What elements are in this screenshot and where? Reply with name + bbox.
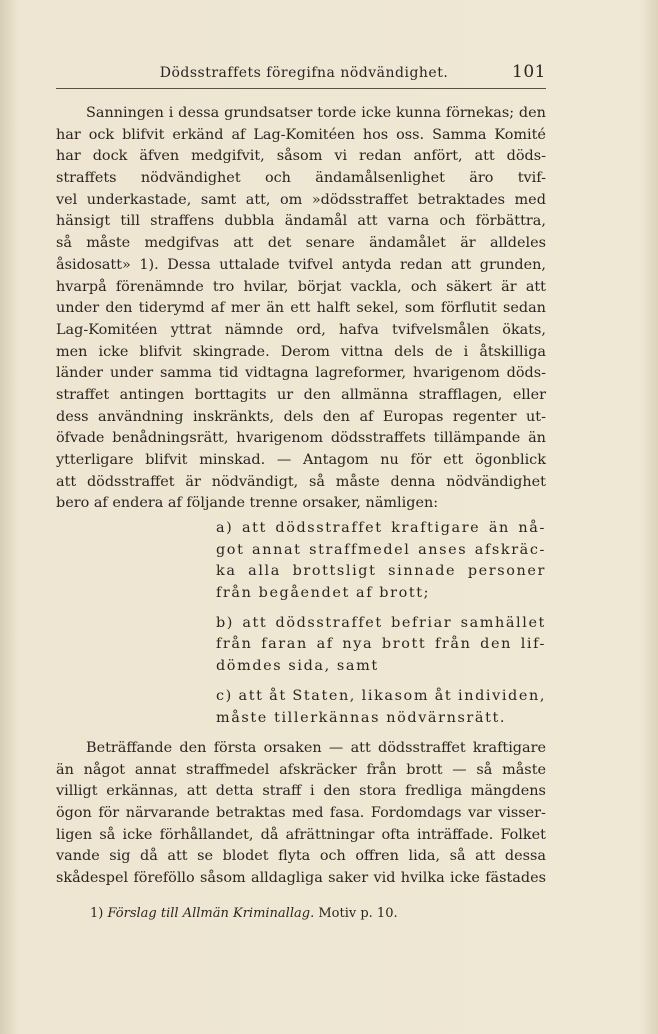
list-item — [216, 686, 546, 729]
text-line: har dock äfven medgifvit, såsom vi redan anfört, att döds- — [56, 148, 546, 165]
enumerated-list — [216, 518, 546, 737]
text-line: ögon för närvarande betraktas med fasa. Fordomdags var visser- — [56, 805, 546, 822]
text-line: vel underkastade, samt att, om »dödsstraffet betraktades med — [56, 191, 546, 208]
text-line: ka alla brottsligt sinnade personer — [216, 563, 546, 580]
list-item — [216, 518, 546, 605]
text-line: måste tillerkännas nödvärnsrätt. — [216, 709, 507, 726]
text-line: ligen så icke förhållandet, då afrättningar ofta inträffade. Folket — [56, 826, 546, 843]
text-line: villigt erkännas, att detta straff i den stora fredliga mängdens — [56, 783, 546, 800]
text-line: länder under samma tid vidtagna lagreformer, hvarigenom döds- — [56, 365, 546, 382]
text-line: hvarpå förenämnde tro hvilar, börjat vackla, och säkert är att — [56, 278, 546, 295]
paragraph-1 — [56, 103, 546, 515]
text-line: men icke blifvit skingrade. Derom vittna dels de i åtskilliga — [56, 343, 546, 360]
text-line: Beträffande den första orsaken — att dödsstraffet kraftigare — [86, 740, 546, 756]
text-line: än något annat straffmedel afskräcker från brott — så måste — [56, 761, 546, 778]
text-line: skådespel föreföllo såsom alldagliga saker vid hvilka icke fästades — [56, 870, 546, 887]
text-line: har ock blifvit erkänd af Lag-Komitéen hos oss. Samma Komité — [56, 126, 546, 143]
text-line: hänsigt till straffens dubbla ändamål att varna och förbättra, — [56, 213, 546, 230]
text-line: så måste medgifvas att det senare ändamålet är alldeles — [56, 235, 546, 252]
text-line: vande sig då att se blodet flyta och offren lida, så att dessa — [56, 848, 546, 865]
text-line: åsidosatt» 1). Dessa uttalade tvifvel antyda redan att grunden, — [56, 256, 546, 273]
page-number: 101 — [512, 62, 546, 82]
text-line: att dödsstraffet är nödvändigt, så måste denna nödvändighet — [56, 473, 546, 490]
text-line: ytterligare blifvit minskad. — Antagom nu för ett ögonblick — [56, 452, 546, 468]
text-line: c) att åt Staten, likasom åt individen, — [216, 687, 546, 704]
text-line: under den tiderymd af mer än ett halft sekel, som förflutit sedan — [56, 300, 546, 317]
text-line: b) att dödsstraffet befriar samhället — [216, 614, 546, 631]
text-line: a) att dödsstraffet kraftigare än nå- — [216, 520, 546, 536]
paragraph-2 — [56, 738, 546, 890]
running-header — [56, 62, 546, 89]
text-line: öfvade benådningsrätt, hvarigenom dödsstraffets tillämpande än — [56, 430, 546, 447]
text-line: straffet antingen borttagits ur den allmänna strafflagen, eller — [56, 386, 546, 403]
text-line: Lag-Komitéen yttrat nämnde ord, hafva tvifvelsmålen ökats, — [56, 321, 546, 338]
footnote-ref: Motiv p. 10. — [318, 906, 398, 921]
footnote — [90, 905, 550, 923]
text-line: från faran af nya brott från den lif- — [216, 636, 546, 653]
text-line: Sanningen i dessa grundsatser torde icke kunna förnekas; den — [86, 105, 546, 121]
list-item — [216, 613, 546, 678]
footnote-title: Förslag till Allmän Kriminallag. — [107, 906, 315, 921]
running-title: Dödsstraffets föregifna nödvändighet. — [159, 65, 449, 81]
footnote-marker: 1) — [90, 906, 104, 921]
text-line: dess användning inskränkts, dels den af Europas regenter ut- — [56, 408, 546, 425]
text-line: straffets nödvändighet och ändamålsenlighet äro tvif- — [56, 170, 546, 187]
text-line: bero af endera af följande trenne orsaker, nämligen: — [56, 495, 439, 512]
text-line: got annat straffmedel anses afskräc- — [216, 541, 546, 558]
text-line: dömdes sida, samt — [216, 658, 379, 675]
text-line: från begåendet af brott; — [216, 585, 431, 602]
